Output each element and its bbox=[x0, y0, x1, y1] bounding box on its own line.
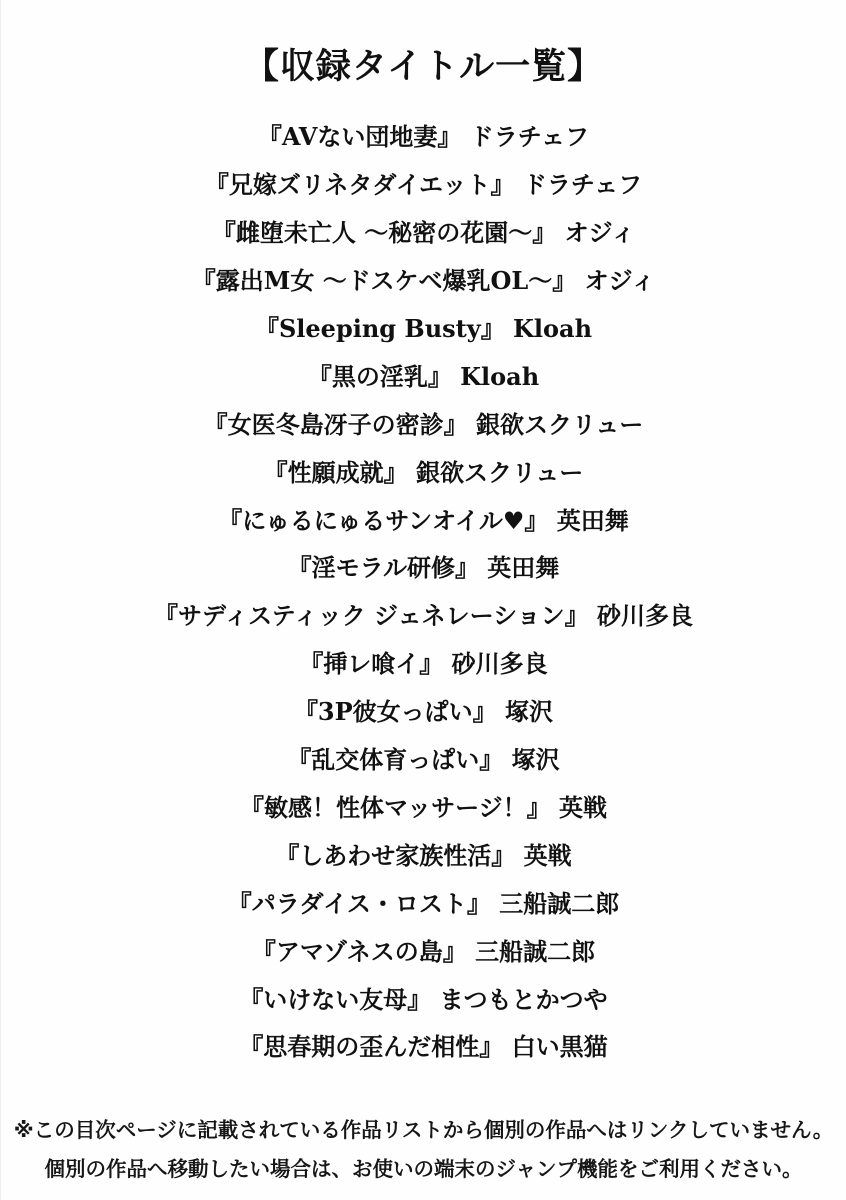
toc-entry: 『3P彼女っぱい』 塚沢 bbox=[293, 697, 554, 727]
toc-entry: 『女医冬島冴子の密診』 銀欲スクリュー bbox=[203, 409, 644, 439]
toc-list bbox=[1, 113, 846, 1071]
toc-entry: 『露出M女 ～ドスケベ爆乳OL～』 オジィ bbox=[191, 265, 656, 295]
toc-entry: 『思春期の歪んだ相性』 白い黒猫 bbox=[239, 1032, 608, 1062]
toc-entry: 『黒の淫乳』 Kloah bbox=[307, 361, 540, 391]
toc-entry: 『淫モラル研修』 英田舞 bbox=[287, 553, 560, 583]
toc-entry: 『にゅるにゅるサンオイル♥』 英田舞 bbox=[218, 505, 629, 535]
toc-entry: 『しあわせ家族性活』 英戦 bbox=[275, 840, 572, 870]
toc-entry: 『サディスティック ジェネレーション』 砂川多良 bbox=[154, 601, 693, 631]
toc-entry: 『パラダイス・ロスト』 三船誠二郎 bbox=[227, 888, 620, 918]
toc-entry: 『乱交体育っぱい』 塚沢 bbox=[287, 745, 560, 775]
footer-note bbox=[1, 1111, 846, 1189]
toc-entry: 『敏感！性体マッサージ！』 英戦 bbox=[240, 792, 607, 822]
toc-entry: 『アマゾネスの島』 三船誠二郎 bbox=[251, 936, 596, 966]
toc-entry: 『Sleeping Busty』 Kloah bbox=[254, 313, 593, 343]
toc-entry: 『兄嫁ズリネタダイエット』 ドラチェフ bbox=[204, 170, 643, 200]
toc-entry: 『性願成就』 銀欲スクリュー bbox=[263, 457, 584, 487]
page-title: 【収録タイトル一覧】 bbox=[243, 46, 604, 87]
footer-note-line1: ※この目次ページに記載されている作品リストから個別の作品へはリンクしていません。 bbox=[13, 1118, 834, 1143]
toc-entry: 『AVない団地妻』 ドラチェフ bbox=[257, 122, 590, 152]
toc-entry: 『雌堕未亡人 ～秘密の花園～』 オジィ bbox=[211, 218, 636, 248]
toc-entry: 『いけない友母』 まつもとかつや bbox=[239, 984, 608, 1014]
toc-entry: 『挿レ喰イ』 砂川多良 bbox=[299, 649, 548, 679]
footer-note-line2: 個別の作品へ移動したい場合は、お使いの端末のジャンプ機能をご利用ください。 bbox=[44, 1157, 803, 1182]
